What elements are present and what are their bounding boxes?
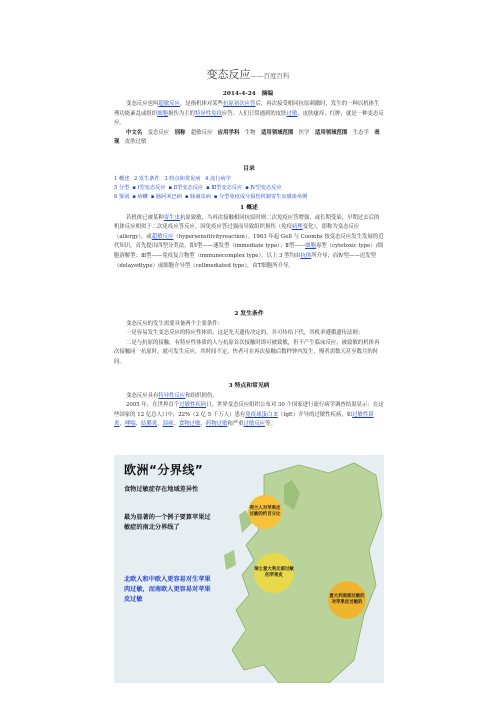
link-specific-immunity[interactable]: 特异性免疫 bbox=[194, 110, 222, 117]
toc-item[interactable]: 6 鉴别 bbox=[114, 193, 130, 200]
info-value: 变态反应 bbox=[147, 129, 170, 136]
section-heading: 3 特点和常见病 bbox=[228, 383, 270, 389]
callout-south: 意大利南部过敏的对苹果皮过敏的 bbox=[328, 581, 366, 619]
dateline: 2014-4-24 摘编 bbox=[222, 91, 274, 97]
paragraph bbox=[114, 392, 384, 402]
info-label: 应用学科 bbox=[217, 129, 240, 136]
callout-central: 瑞士意大利北部过敏的苹果皮 bbox=[254, 553, 294, 593]
infobox bbox=[114, 129, 384, 148]
overview-paragraph bbox=[114, 214, 384, 272]
page-title bbox=[0, 66, 496, 82]
toc-subitem[interactable]: ▪ Ⅳ型变态反应 bbox=[245, 184, 282, 191]
link-drug-allergy[interactable]: 药物过敏 bbox=[205, 421, 228, 428]
paragraph: 一是容易发生变态反应的特应性体质，这是先天遗传决定的，并可传给下代，其机率遵循遗传法则； bbox=[126, 330, 364, 337]
paragraph: 变态反应的发生需要具备两个主要条件： bbox=[126, 320, 224, 327]
figure-caption-2: 最为显著的一个例子要算苹果过敏症的南北分界线了 bbox=[124, 514, 211, 531]
text-run: 日，世界变态反应组织公布对 30 个国家进行流行病学调查结果显示：在这些国家的 12 亿总人口中，22%（2 亿 5 千万人）患有 bbox=[114, 402, 384, 418]
toc-row-2 bbox=[114, 184, 384, 193]
info-value: 超敏反应 bbox=[190, 129, 213, 136]
text-run: 后，再次接受相同抗原刺激时，发生的一种以机体生理功能紊乱或组织 bbox=[114, 101, 380, 117]
toc-subitem[interactable]: ▪ Ⅲ型变态反应 bbox=[206, 184, 243, 191]
table-of-contents bbox=[114, 165, 384, 202]
text-run: 变态反应具有 bbox=[126, 392, 159, 399]
link-eczema[interactable]: 湿疹 bbox=[162, 421, 174, 428]
link-pathology[interactable]: 病理 bbox=[291, 224, 303, 231]
toc-item[interactable]: 4 流行病学 bbox=[205, 175, 231, 182]
text-run: 应答。人们日常遇到的皮肤 bbox=[221, 110, 287, 117]
europe-map-figure bbox=[114, 455, 384, 683]
text-run: 、 bbox=[135, 421, 142, 428]
section-features bbox=[114, 382, 384, 430]
paragraph bbox=[114, 401, 384, 430]
link-hypersensitivity-2[interactable]: 超敏反应 bbox=[151, 233, 174, 240]
text-run: T细胞所介导。 bbox=[257, 262, 294, 269]
info-value: 皮肤过敏 bbox=[124, 139, 147, 146]
info-label: 别称 bbox=[174, 129, 186, 136]
link-ige[interactable]: 免疫球蛋白 E bbox=[245, 411, 278, 418]
paragraph: 二是与抗原的接触，有特应性体质的人与抗原首次接触时即可被致敏，但不产生临床反应，被致敏的机体再次接触同一抗原时，就可发生反应，其时间不定，快者可在再次接触后数秒钟内发生，慢者需数天甚至数月的时间。 bbox=[114, 339, 380, 365]
text-run: ，是指机体对某些 bbox=[179, 101, 224, 107]
toc-subitem[interactable]: ▪ Ⅰ型变态反应 bbox=[132, 184, 166, 191]
callout-north: 荷兰人对苹果皮过敏的约百分比 bbox=[248, 495, 282, 529]
toc-item[interactable]: 3 特点和常见病 bbox=[164, 175, 201, 182]
section-heading: 1 概述 bbox=[240, 205, 258, 211]
toc-item[interactable]: 2 发生条件 bbox=[133, 175, 160, 182]
text-run: 、 bbox=[119, 421, 125, 428]
title-main: 变态反应 bbox=[206, 68, 251, 81]
toc-subitem[interactable]: ▪ 病鳞 bbox=[132, 193, 148, 200]
title-suffix: ——百度百科 bbox=[250, 72, 290, 80]
toc-subitem[interactable]: ▪ 分型免疫成分损伤机制寄生虫感染举例 bbox=[213, 193, 308, 200]
section-heading: 2 发生条件 bbox=[234, 311, 264, 317]
text-run: （hypersensitivityreaction）。1963 年起 Gell 与 Coombs 按变态反应发生发展的近代知识，首先提出四型分类法，即Ⅰ型——速发型（immediate type）；Ⅱ型—— bbox=[114, 233, 384, 250]
text-run: 、 bbox=[173, 421, 179, 428]
toc-row-3 bbox=[114, 193, 384, 202]
text-run: 2005 年，在世界首个 bbox=[126, 402, 180, 409]
text-run: 、 bbox=[200, 421, 206, 428]
text-run: 等。 bbox=[265, 421, 276, 428]
info-value: 生物 bbox=[244, 129, 256, 136]
link-specific-reaction[interactable]: 特异性反应 bbox=[158, 392, 186, 399]
link-cell-2[interactable]: 细胞 bbox=[305, 243, 316, 250]
toc-heading: 目录 bbox=[243, 166, 255, 172]
link-allergic-disease[interactable]: 过敏性疾病 bbox=[179, 402, 207, 409]
text-run: 所介导；而Ⅳ型——迟发型（delayedtype）或细胞介导型（cellmediated type），由 bbox=[114, 252, 376, 269]
link-anaphylaxis[interactable]: 过敏反应 bbox=[243, 421, 266, 428]
figure-caption-1: 食物过敏症存在地域差异性 bbox=[124, 486, 199, 493]
text-run: 和严重 bbox=[227, 421, 244, 428]
link-primary-response[interactable]: 抗原初次应答 bbox=[223, 101, 256, 107]
link-conjunctivitis[interactable]: 结膜炎 bbox=[141, 421, 158, 428]
link-food-allergy[interactable]: 食物过敏 bbox=[178, 421, 201, 428]
toc-item[interactable]: 5 分型 bbox=[114, 184, 130, 191]
link-parasite[interactable]: 寄生虫 bbox=[163, 214, 180, 221]
text-run: （IgE）介导的过敏性疾病，如 bbox=[277, 411, 353, 418]
link-asthma[interactable]: 哮喘 bbox=[124, 421, 136, 428]
text-run: 、 bbox=[157, 421, 163, 428]
text-run: 抗原致敏，当再次接触相同抗原时则二次免疫应答增强，或长期受染，早期过去后的机体反应相似于二次免疫应答反应。因免疫应答过强而导致组织损伤（免疫 bbox=[114, 214, 380, 231]
text-run: 和组织损伤。 bbox=[185, 392, 218, 399]
toc-subitem[interactable]: ▪ 肠阿米巴病 bbox=[150, 193, 182, 200]
toc-item[interactable]: 1 概述 bbox=[114, 175, 130, 182]
toc-row-1 bbox=[114, 175, 384, 184]
link-allergy[interactable]: 过敏 bbox=[286, 110, 298, 117]
link-antibody[interactable]: 抗体 bbox=[300, 252, 312, 259]
text-run: 变态反应也叫 bbox=[126, 101, 159, 107]
section-conditions bbox=[114, 310, 384, 368]
link-cell[interactable]: 细胞 bbox=[157, 110, 168, 117]
text-run: 损伤为主的 bbox=[167, 110, 195, 117]
info-label: 适用领域范围 bbox=[314, 129, 348, 136]
info-label: 适用领域范围 bbox=[260, 129, 294, 136]
toc-subitem[interactable]: ▪ Ⅱ型变态反应 bbox=[168, 184, 204, 191]
info-label: 表 现 bbox=[114, 129, 386, 146]
text-run: 毒型（cytotoxic type）/细胞溶解型；Ⅲ型——免疫复合物型（immunecomplex type）。以上 3 型均由 bbox=[114, 243, 383, 259]
info-label: 中文名 bbox=[126, 129, 143, 136]
figure-caption-3: 北欧人和中欧人更容易对生苹果肉过敏，而南欧人更容易对苹果皮过敏 bbox=[124, 576, 211, 603]
intro-paragraph bbox=[114, 100, 384, 129]
info-value: 生态学 bbox=[352, 129, 369, 136]
link-hypersensitivity[interactable]: 超敏反应 bbox=[158, 101, 180, 107]
link-rhinitis[interactable]: 过敏性鼻炎 bbox=[114, 411, 374, 428]
info-value: 医学 bbox=[298, 129, 310, 136]
text-run: 变化），即称为变态反应（allergy），或 bbox=[114, 224, 360, 240]
text-run: 若机体已被某种 bbox=[126, 214, 164, 221]
intro-section bbox=[114, 100, 384, 148]
text-run: ，皮肤瘙痒、红肿，就是一种变态反应。 bbox=[114, 110, 384, 127]
section-overview bbox=[114, 204, 384, 271]
figure-title: 欧洲“分界线” bbox=[124, 463, 204, 477]
toc-subitem[interactable]: ▪ 肠滴虫病 bbox=[184, 193, 211, 200]
